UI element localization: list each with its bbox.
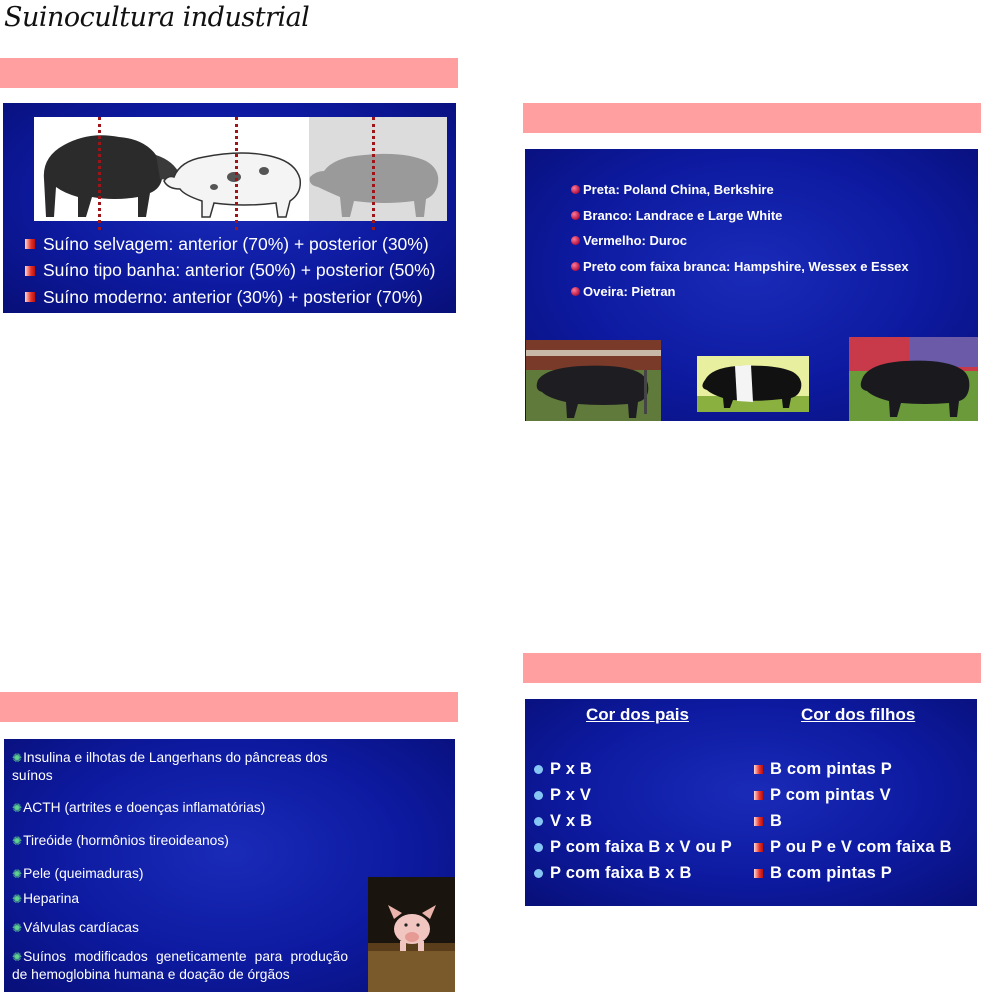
slide-color-genetics bbox=[525, 699, 977, 906]
list-item: Suíno moderno: anterior (30%) + posterior (70%) bbox=[25, 284, 436, 311]
proportion-guide-line bbox=[372, 117, 375, 230]
square-bullet-icon bbox=[754, 843, 763, 852]
list-item: Suíno tipo banha: anterior (50%) + posterior (50%) bbox=[25, 258, 436, 285]
offspring-list bbox=[754, 756, 952, 886]
section-bar-colors bbox=[523, 103, 981, 133]
black-pig-photo bbox=[526, 340, 661, 421]
flower-bullet-icon: ✺ bbox=[12, 867, 23, 881]
square-bullet-icon bbox=[754, 791, 763, 800]
list-item: B com pintas P bbox=[754, 756, 952, 782]
coat-color-list bbox=[571, 177, 909, 305]
parents-column-header: Cor dos pais bbox=[586, 705, 689, 724]
list-item: Preto com faixa branca: Hampshire, Wessex e Essex bbox=[571, 254, 909, 280]
lard-pig-drawing bbox=[164, 153, 300, 217]
flower-bullet-icon: ✺ bbox=[12, 921, 23, 935]
list-item: Vermelho: Duroc bbox=[571, 228, 909, 254]
list-item: B com pintas P bbox=[754, 860, 952, 886]
list-item: B bbox=[754, 808, 952, 834]
list-item: V x B bbox=[534, 808, 732, 834]
list-item: P x V bbox=[534, 782, 732, 808]
belted-pig-photo bbox=[697, 356, 809, 412]
dot-bullet-icon bbox=[571, 287, 580, 296]
list-item: ✺ACTH (artrites e doenças inflamatórias) bbox=[12, 800, 266, 815]
list-item: Suíno selvagem: anterior (70%) + posterior (30%) bbox=[25, 231, 436, 258]
list-item: ✺Insulina e ilhotas de Langerhans do pâncreas dos suínos bbox=[12, 750, 328, 783]
square-bullet-icon bbox=[25, 292, 35, 302]
proportion-guide-line bbox=[235, 117, 238, 230]
slide-coat-colors bbox=[525, 149, 978, 421]
circle-bullet-icon bbox=[534, 791, 543, 800]
square-bullet-icon bbox=[754, 765, 763, 774]
dot-bullet-icon bbox=[571, 211, 580, 220]
list-item: P x B bbox=[534, 756, 732, 782]
pig-evolution-illustration bbox=[34, 117, 447, 221]
list-item: ✺Heparina bbox=[12, 891, 80, 906]
section-bar-uses bbox=[0, 692, 458, 722]
flower-bullet-icon: ✺ bbox=[12, 892, 23, 906]
flower-bullet-icon: ✺ bbox=[12, 751, 23, 765]
square-bullet-icon bbox=[25, 266, 35, 276]
piglet-photo bbox=[368, 877, 455, 992]
slide-body-proportions bbox=[3, 103, 456, 313]
section-bar-genetics bbox=[523, 653, 981, 683]
proportion-guide-line bbox=[98, 117, 101, 230]
dot-bullet-icon bbox=[571, 262, 580, 271]
list-item: ✺Suínos modificados geneticamente para produção de hemoglobina humana e doação de órgãos bbox=[12, 949, 348, 982]
list-item: P ou P e V com faixa B bbox=[754, 834, 952, 860]
list-item: ✺Válvulas cardíacas bbox=[12, 920, 139, 935]
medical-uses-list bbox=[12, 749, 348, 983]
dot-bullet-icon bbox=[571, 236, 580, 245]
slide-medical-uses bbox=[4, 739, 455, 992]
dot-bullet-icon bbox=[571, 185, 580, 194]
list-item: ✺Pele (queimaduras) bbox=[12, 866, 144, 881]
circle-bullet-icon bbox=[534, 843, 543, 852]
square-bullet-icon bbox=[25, 239, 35, 249]
flower-bullet-icon: ✺ bbox=[12, 801, 23, 815]
flower-bullet-icon: ✺ bbox=[12, 950, 23, 964]
circle-bullet-icon bbox=[534, 765, 543, 774]
list-item: P com pintas V bbox=[754, 782, 952, 808]
page-title: Suinocultura industrial bbox=[4, 2, 310, 33]
list-item: P com faixa B x B bbox=[534, 860, 732, 886]
section-bar-proportions bbox=[0, 58, 458, 88]
square-bullet-icon bbox=[754, 817, 763, 826]
list-item: P com faixa B x V ou P bbox=[534, 834, 732, 860]
flower-bullet-icon: ✺ bbox=[12, 834, 23, 848]
circle-bullet-icon bbox=[534, 817, 543, 826]
parents-list bbox=[534, 756, 732, 886]
offspring-column-header: Cor dos filhos bbox=[801, 705, 916, 724]
berkshire-pig-photo bbox=[849, 337, 978, 421]
proportions-list bbox=[25, 231, 436, 311]
circle-bullet-icon bbox=[534, 869, 543, 878]
square-bullet-icon bbox=[754, 869, 763, 878]
list-item: ✺Tireóide (hormônios tireoideanos) bbox=[12, 833, 229, 848]
list-item: Oveira: Pietran bbox=[571, 279, 909, 305]
list-item: Preta: Poland China, Berkshire bbox=[571, 177, 909, 203]
wild-boar-drawing bbox=[44, 135, 180, 217]
list-item: Branco: Landrace e Large White bbox=[571, 203, 909, 229]
